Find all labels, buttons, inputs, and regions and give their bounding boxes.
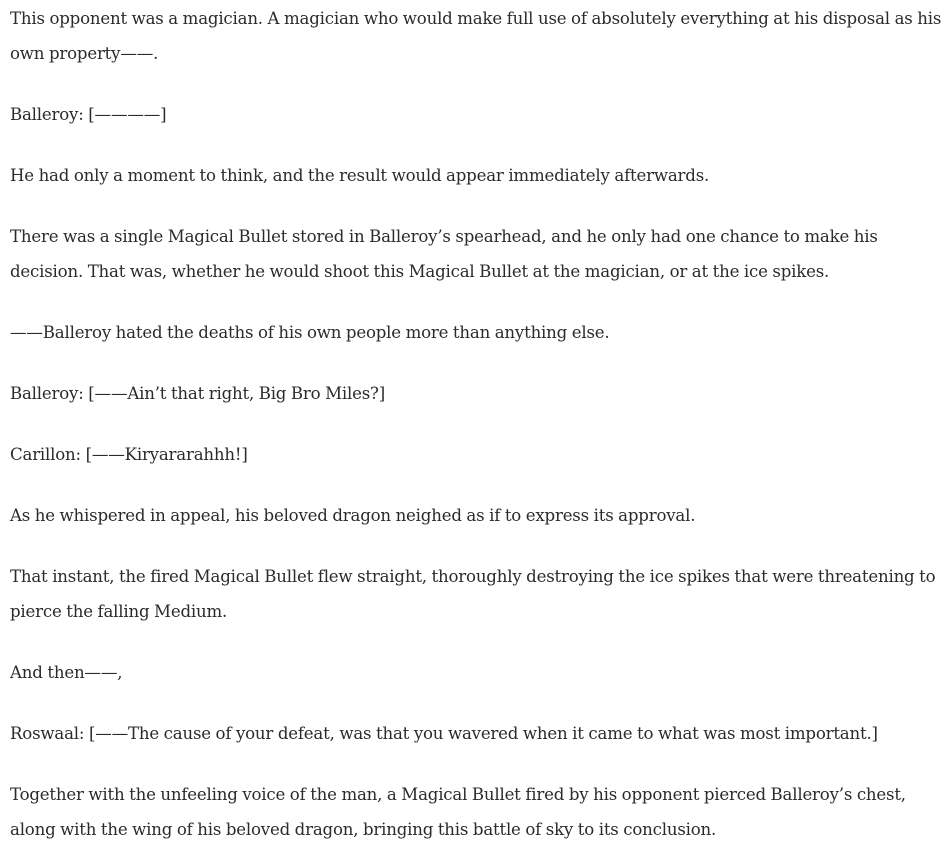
paragraph-dialogue: Balleroy: [————] — [10, 105, 167, 124]
paragraph-narration: ——Balleroy hated the deaths of his own people more than anything else. — [10, 323, 610, 342]
article-body — [0, 1, 948, 847]
paragraph-dialogue: Roswaal: [——The cause of your defeat, was that you wavered when it came to what was most important.] — [10, 724, 878, 743]
paragraph-dialogue: Balleroy: [——Ain’t that right, Big Bro Miles?] — [10, 384, 385, 403]
paragraph-narration: That instant, the fired Magical Bullet flew straight, thoroughly destroying the ice spikes that were threatening to pierce the falling Medium. — [10, 567, 936, 621]
paragraph-narration: Together with the unfeeling voice of the man, a Magical Bullet fired by his opponent pierced Balleroy’s chest, along with the wing of his beloved dragon, bringing this battle of sky to its conclusion. — [10, 785, 906, 839]
paragraph-dialogue: Carillon: [——Kiryararahhh!] — [10, 445, 248, 464]
paragraph-narration: There was a single Magical Bullet stored in Balleroy’s spearhead, and he only had one chance to make his decision. That was, whether he would shoot this Magical Bullet at the magician, or at the ice spikes. — [10, 227, 878, 281]
paragraph-narration: And then——, — [10, 663, 123, 682]
paragraph-narration: This opponent was a magician. A magician who would make full use of absolutely everything at his disposal as his own property——. — [10, 9, 942, 63]
paragraph-narration: He had only a moment to think, and the result would appear immediately afterwards. — [10, 166, 710, 185]
paragraph-narration: As he whispered in appeal, his beloved dragon neighed as if to express its approval. — [10, 506, 696, 525]
